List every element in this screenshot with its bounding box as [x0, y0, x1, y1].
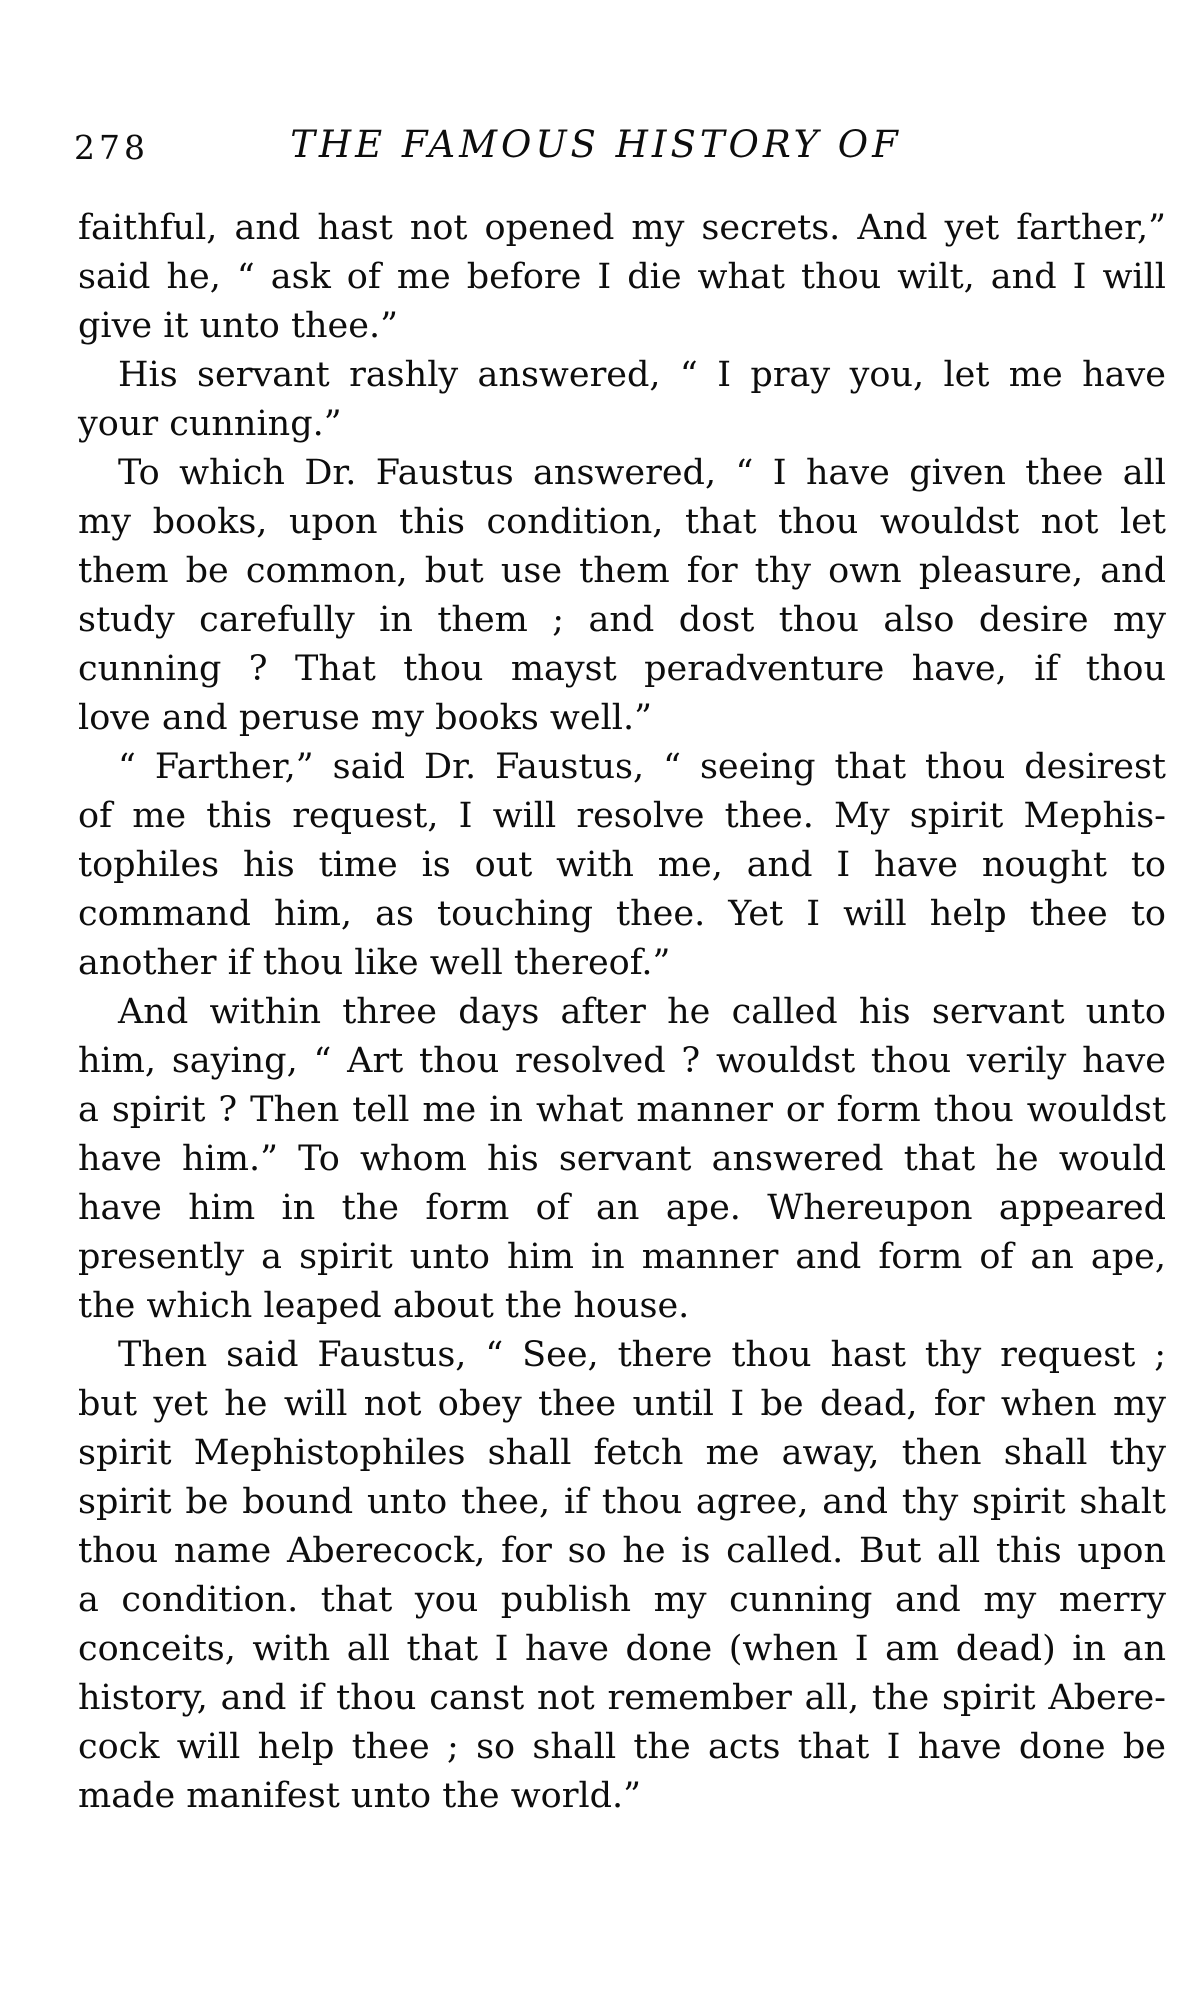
body-line: Then said Faustus, “ See, there thou hast thy request ;: [118, 1335, 1166, 1375]
body-line: your cunning.”: [78, 404, 342, 444]
body-line: tophiles his time is out with me, and I have nought to: [78, 845, 1166, 885]
body-line: thou name Aberecock, for so he is called. But all this upon: [78, 1531, 1166, 1571]
body-line: command him, as touching thee. Yet I will help thee to: [78, 894, 1166, 934]
running-header: THE FAMOUS HISTORY OF: [290, 123, 902, 166]
body-line: To which Dr. Faustus answered, “ I have given thee all: [118, 453, 1166, 493]
body-line: love and peruse my books well.”: [78, 698, 653, 738]
body-line: a condition. that you publish my cunning and my merry: [78, 1580, 1166, 1620]
body-line: spirit be bound unto thee, if thou agree, and thy spirit shalt: [78, 1482, 1166, 1522]
body-line: history, and if thou canst not remember all, the spirit Abere-: [78, 1678, 1166, 1718]
body-line: made manifest unto the world.”: [78, 1776, 642, 1816]
body-text-block: [78, 204, 1166, 1821]
body-line: of me this request, I will resolve thee. My spirit Mephis-: [78, 796, 1166, 836]
page-number: 278: [74, 128, 149, 167]
body-line: “ Farther,” said Dr. Faustus, “ seeing that thou desirest: [118, 747, 1166, 787]
body-line: And within three days after he called his servant unto: [118, 992, 1166, 1032]
body-line: them be common, but use them for thy own pleasure, and: [78, 551, 1166, 591]
body-line: have him.” To whom his servant answered that he would: [78, 1139, 1166, 1179]
body-line: presently a spirit unto him in manner and form of an ape,: [78, 1237, 1166, 1277]
body-line: study carefully in them ; and dost thou also desire my: [78, 600, 1166, 640]
body-line: have him in the form of an ape. Whereupon appeared: [78, 1188, 1166, 1228]
body-line: another if thou like well thereof.”: [78, 943, 671, 983]
body-line: spirit Mephistophiles shall fetch me away, then shall thy: [78, 1433, 1166, 1473]
body-line: faithful, and hast not opened my secrets. And yet farther,”: [78, 208, 1166, 248]
body-line: him, saying, “ Art thou resolved ? wouldst thou verily have: [78, 1041, 1166, 1081]
body-line: the which leaped about the house.: [78, 1286, 690, 1326]
body-line: give it unto thee.”: [78, 306, 398, 346]
body-line: a spirit ? Then tell me in what manner or form thou wouldst: [78, 1090, 1166, 1130]
body-line: cunning ? That thou mayst peradventure have, if thou: [78, 649, 1166, 689]
body-line: said he, “ ask of me before I die what thou wilt, and I will: [78, 257, 1166, 297]
body-line: cock will help thee ; so shall the acts that I have done be: [78, 1727, 1166, 1767]
body-line: conceits, with all that I have done (when I am dead) in an: [78, 1629, 1166, 1669]
body-line: my books, upon this condition, that thou wouldst not let: [78, 502, 1166, 542]
body-line: but yet he will not obey thee until I be dead, for when my: [78, 1384, 1166, 1424]
body-line: His servant rashly answered, “ I pray you, let me have: [118, 355, 1166, 395]
